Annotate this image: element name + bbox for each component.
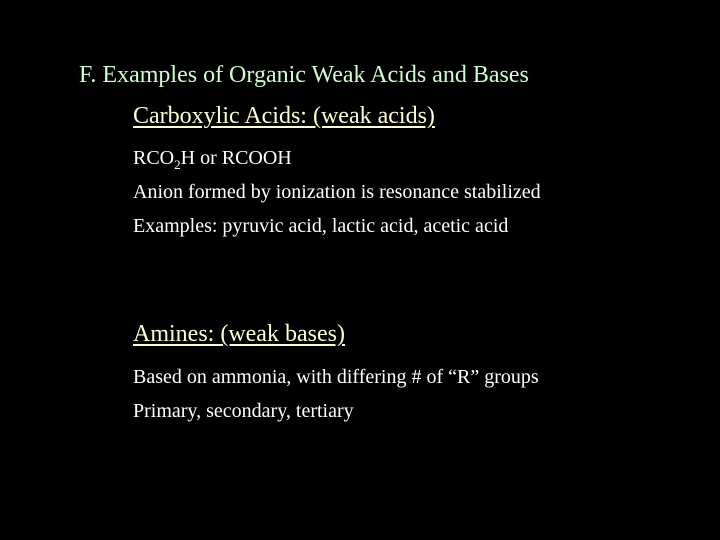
carboxylic-examples-line: Examples: pyruvic acid, lactic acid, acetic acid bbox=[133, 215, 509, 237]
slide-title: F. Examples of Organic Weak Acids and Bases bbox=[79, 62, 529, 88]
carboxylic-formula-line bbox=[133, 145, 292, 171]
amines-heading: Amines: (weak bases) bbox=[133, 321, 345, 347]
amines-ammonia-line: Based on ammonia, with differing # of “R” groups bbox=[133, 366, 539, 388]
formula-part-1: RCO bbox=[133, 147, 175, 169]
carboxylic-acids-heading: Carboxylic Acids: (weak acids) bbox=[133, 103, 435, 129]
formula-subscript: 2 bbox=[174, 157, 181, 172]
amines-types-line: Primary, secondary, tertiary bbox=[133, 400, 354, 422]
anion-resonance-line: Anion formed by ionization is resonance stabilized bbox=[133, 181, 541, 203]
formula-part-2: H or RCOOH bbox=[180, 147, 292, 169]
